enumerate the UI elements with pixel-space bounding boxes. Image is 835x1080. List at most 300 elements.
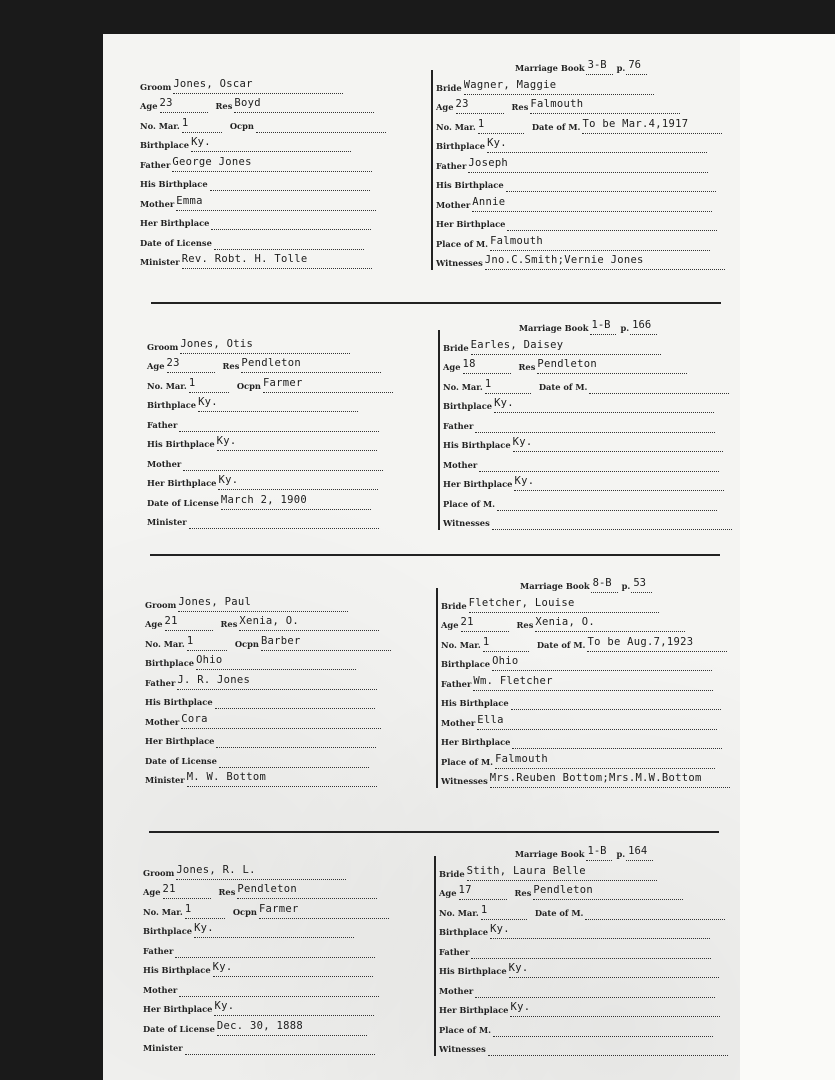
groom-column xyxy=(143,842,431,1055)
no-mar-label: No. Mar. xyxy=(147,380,187,391)
his-birthplace-label: His Birthplace xyxy=(436,180,504,190)
bride-row xyxy=(441,593,731,613)
column-divider xyxy=(434,856,436,1056)
record-separator xyxy=(149,831,719,833)
father-label: Father xyxy=(140,159,171,170)
groom-label: Groom xyxy=(147,341,179,352)
ocpn-value xyxy=(256,117,386,133)
groom-row xyxy=(140,94,428,114)
mother-label: Mother xyxy=(147,458,182,469)
bride-column xyxy=(441,574,731,788)
page-value: 76 xyxy=(626,59,647,75)
groom-row xyxy=(147,412,435,432)
groom-row xyxy=(147,432,435,452)
witnesses-label: Witnesses xyxy=(443,518,490,528)
her-birthplace-label: Her Birthplace xyxy=(439,1005,509,1015)
bride-row xyxy=(439,1037,729,1057)
bride-row xyxy=(441,613,731,633)
mother-label: Mother xyxy=(439,985,474,996)
res-label: Res xyxy=(215,101,233,111)
bride-value: Fletcher, Louise xyxy=(469,597,659,613)
marriage-book-label: Marriage Book xyxy=(520,581,590,591)
ocpn-value: Farmer xyxy=(259,903,389,919)
res-label: Res xyxy=(514,888,532,898)
his-birthplace-label: His Birthplace xyxy=(140,179,208,189)
bride-value: Earles, Daisey xyxy=(471,339,661,355)
record-separator xyxy=(151,302,721,304)
groom-row xyxy=(140,211,428,231)
father-label: Father xyxy=(145,677,176,688)
date-of-license-value: March 2, 1900 xyxy=(221,494,371,510)
age-value: 21 xyxy=(163,883,211,899)
no-mar-value: 1 xyxy=(483,636,529,652)
birthplace-value: Ohio xyxy=(492,655,712,671)
his-birthplace-label: His Birthplace xyxy=(143,965,211,975)
bride-row xyxy=(439,861,729,881)
his-birthplace-label: His Birthplace xyxy=(145,697,213,707)
age-label: Age xyxy=(436,102,454,112)
birthplace-label: Birthplace xyxy=(145,658,195,668)
marriage-book-row xyxy=(436,56,726,75)
no-mar-label: No. Mar. xyxy=(145,638,185,649)
bride-row xyxy=(441,710,731,730)
mother-label: Mother xyxy=(441,717,476,728)
minister-value xyxy=(185,1039,375,1055)
column-divider xyxy=(436,588,438,788)
res-label: Res xyxy=(222,361,240,371)
father-value: Wm. Fletcher xyxy=(473,675,713,691)
bride-label: Bride xyxy=(439,868,465,879)
father-value: George Jones xyxy=(172,156,372,172)
res-value: Boyd xyxy=(234,97,374,113)
bride-row xyxy=(441,652,731,672)
groom-label: Groom xyxy=(140,81,172,92)
age-value: 21 xyxy=(165,615,213,631)
father-value xyxy=(471,943,711,959)
place-of-m-value: Falmouth xyxy=(495,753,715,769)
bride-row xyxy=(439,959,729,979)
groom-row xyxy=(140,191,428,211)
bride-row xyxy=(441,769,731,789)
his-birthplace-value: Ky. xyxy=(217,435,377,451)
groom-row xyxy=(147,451,435,471)
res-value: Pendleton xyxy=(241,357,381,373)
groom-row xyxy=(145,729,433,749)
bride-row xyxy=(436,212,726,232)
groom-row xyxy=(140,250,428,270)
no-mar-value: 1 xyxy=(478,118,524,134)
father-label: Father xyxy=(143,945,174,956)
page-value: 53 xyxy=(631,577,652,593)
bride-value: Wagner, Maggie xyxy=(464,79,654,95)
marriage-book-value: 1-B xyxy=(586,845,613,861)
birthplace-label: Birthplace xyxy=(441,659,491,669)
mother-label: Mother xyxy=(436,199,471,210)
age-label: Age xyxy=(147,361,165,371)
no-mar-value: 1 xyxy=(187,635,227,651)
groom-column xyxy=(140,56,428,269)
father-value xyxy=(475,417,715,433)
page-value: 166 xyxy=(630,319,657,335)
father-label: Father xyxy=(439,946,470,957)
marriage-book-value: 3-B xyxy=(586,59,613,75)
place-of-m-value xyxy=(493,1021,713,1037)
groom-row xyxy=(143,938,431,958)
date-of-m-label: Date of M. xyxy=(538,381,588,392)
mother-value xyxy=(179,981,379,997)
bride-row xyxy=(439,939,729,959)
bride-row xyxy=(436,192,726,212)
groom-row xyxy=(140,172,428,192)
bride-row xyxy=(441,671,731,691)
groom-column xyxy=(145,574,433,787)
date-of-license-value xyxy=(219,752,369,768)
groom-value: Jones, Paul xyxy=(178,596,348,612)
record-separator xyxy=(150,554,720,556)
his-birthplace-value xyxy=(215,693,375,709)
birthplace-value: Ky. xyxy=(487,137,707,153)
marriage-book-row xyxy=(441,574,731,593)
column-divider xyxy=(438,330,440,530)
groom-row xyxy=(145,592,433,612)
bride-row xyxy=(436,251,726,271)
her-birthplace-value xyxy=(507,215,717,231)
age-value: 23 xyxy=(456,98,504,114)
page-label: p. xyxy=(621,581,631,591)
groom-row xyxy=(143,899,431,919)
father-value: Joseph xyxy=(468,157,708,173)
mother-label: Mother xyxy=(145,716,180,727)
date-of-license-label: Date of License xyxy=(143,1023,215,1034)
birthplace-label: Birthplace xyxy=(143,926,193,936)
groom-row xyxy=(147,471,435,491)
groom-row xyxy=(145,631,433,651)
marriage-book-label: Marriage Book xyxy=(514,849,585,859)
mother-value: Annie xyxy=(472,196,712,212)
age-value: 23 xyxy=(167,357,215,373)
bride-row xyxy=(439,998,729,1018)
no-mar-value: 1 xyxy=(481,904,527,920)
her-birthplace-label: Her Birthplace xyxy=(436,219,506,229)
her-birthplace-label: Her Birthplace xyxy=(145,736,215,746)
bride-row xyxy=(436,114,726,134)
birthplace-label: Birthplace xyxy=(436,141,486,151)
birthplace-label: Birthplace xyxy=(140,140,190,150)
groom-row xyxy=(147,354,435,374)
his-birthplace-value xyxy=(506,176,716,192)
her-birthplace-value: Ky. xyxy=(510,1001,720,1017)
no-mar-label: No. Mar. xyxy=(439,907,479,918)
her-birthplace-label: Her Birthplace xyxy=(147,478,217,488)
date-of-m-value: To be Mar.4,1917 xyxy=(582,118,722,134)
father-label: Father xyxy=(441,678,472,689)
groom-value: Jones, Otis xyxy=(180,338,350,354)
page-margin xyxy=(740,34,835,1080)
witnesses-value xyxy=(488,1040,728,1056)
mother-label: Mother xyxy=(143,984,178,995)
res-value: Pendleton xyxy=(533,884,683,900)
ocpn-label: Ocpn xyxy=(236,380,261,391)
birthplace-label: Birthplace xyxy=(439,927,489,937)
father-value: J. R. Jones xyxy=(177,674,377,690)
place-of-m-value xyxy=(497,495,717,511)
her-birthplace-value: Ky. xyxy=(514,475,724,491)
groom-row xyxy=(147,490,435,510)
res-label: Res xyxy=(218,887,236,897)
father-label: Father xyxy=(443,420,474,431)
father-label: Father xyxy=(436,160,467,171)
ocpn-label: Ocpn xyxy=(232,906,257,917)
bride-row xyxy=(441,632,731,652)
minister-label: Minister xyxy=(143,1043,183,1053)
place-of-m-label: Place of M. xyxy=(439,1024,492,1035)
birthplace-label: Birthplace xyxy=(147,400,197,410)
bride-row xyxy=(436,134,726,154)
groom-column xyxy=(147,316,435,529)
witnesses-label: Witnesses xyxy=(441,776,488,786)
her-birthplace-value: Ky. xyxy=(218,474,378,490)
his-birthplace-label: His Birthplace xyxy=(443,440,511,450)
groom-row xyxy=(147,373,435,393)
father-value xyxy=(175,942,375,958)
place-of-m-label: Place of M. xyxy=(441,756,494,767)
bride-label: Bride xyxy=(441,600,467,611)
ocpn-value: Farmer xyxy=(263,377,393,393)
no-mar-value: 1 xyxy=(485,378,531,394)
groom-row xyxy=(140,230,428,250)
no-mar-value: 1 xyxy=(182,117,222,133)
birthplace-value: Ky. xyxy=(494,397,714,413)
res-value: Falmouth xyxy=(530,98,680,114)
bride-row xyxy=(443,374,733,394)
his-birthplace-value: Ky. xyxy=(509,962,719,978)
his-birthplace-value: Ky. xyxy=(213,961,373,977)
minister-label: Minister xyxy=(147,517,187,527)
bride-row xyxy=(439,900,729,920)
bride-row xyxy=(443,491,733,511)
date-of-license-label: Date of License xyxy=(140,237,212,248)
witnesses-label: Witnesses xyxy=(436,258,483,268)
bride-row xyxy=(443,335,733,355)
groom-row xyxy=(143,977,431,997)
groom-row xyxy=(147,334,435,354)
her-birthplace-value xyxy=(512,733,722,749)
groom-row xyxy=(143,1036,431,1056)
place-of-m-value: Falmouth xyxy=(490,235,710,251)
age-label: Age xyxy=(443,362,461,372)
mother-value: Ella xyxy=(477,714,717,730)
date-of-license-label: Date of License xyxy=(147,497,219,508)
his-birthplace-value xyxy=(511,694,721,710)
mother-value: Emma xyxy=(176,195,376,211)
bride-row xyxy=(436,173,726,193)
groom-row xyxy=(143,919,431,939)
mother-value: Cora xyxy=(181,713,381,729)
bride-column xyxy=(436,56,726,270)
mother-value xyxy=(183,455,383,471)
groom-row xyxy=(143,958,431,978)
groom-row xyxy=(140,152,428,172)
his-birthplace-value xyxy=(210,175,370,191)
date-of-license-value xyxy=(214,234,364,250)
mother-label: Mother xyxy=(443,459,478,470)
bride-row xyxy=(443,394,733,414)
column-divider xyxy=(431,70,433,270)
birthplace-label: Birthplace xyxy=(443,401,493,411)
marriage-book-row xyxy=(443,316,733,335)
res-value: Pendleton xyxy=(237,883,377,899)
bride-row xyxy=(443,472,733,492)
groom-row xyxy=(140,133,428,153)
res-label: Res xyxy=(518,362,536,372)
groom-row xyxy=(143,1016,431,1036)
ocpn-value: Barber xyxy=(261,635,391,651)
birthplace-value: Ky. xyxy=(194,922,354,938)
groom-row xyxy=(145,612,433,632)
bride-column xyxy=(439,842,729,1056)
no-mar-label: No. Mar. xyxy=(436,121,476,132)
res-value: Pendleton xyxy=(537,358,687,374)
minister-value xyxy=(189,513,379,529)
date-of-m-value: To be Aug.7,1923 xyxy=(587,636,727,652)
res-value: Xenia, O. xyxy=(239,615,379,631)
bride-row xyxy=(439,920,729,940)
no-mar-label: No. Mar. xyxy=(143,906,183,917)
her-birthplace-label: Her Birthplace xyxy=(443,479,513,489)
witnesses-value: Mrs.Reuben Bottom;Mrs.M.W.Bottom xyxy=(490,772,730,788)
groom-row xyxy=(140,74,428,94)
bride-row xyxy=(436,153,726,173)
bride-row xyxy=(443,433,733,453)
no-mar-label: No. Mar. xyxy=(140,120,180,131)
father-value xyxy=(179,416,379,432)
groom-row xyxy=(145,709,433,729)
page-label: p. xyxy=(616,849,626,859)
groom-row xyxy=(145,670,433,690)
age-label: Age xyxy=(441,620,459,630)
bride-row xyxy=(439,978,729,998)
groom-label: Groom xyxy=(143,867,175,878)
no-mar-label: No. Mar. xyxy=(443,381,483,392)
groom-row xyxy=(147,393,435,413)
groom-row xyxy=(145,651,433,671)
her-birthplace-value xyxy=(216,732,376,748)
page-label: p. xyxy=(620,323,630,333)
her-birthplace-label: Her Birthplace xyxy=(140,218,210,228)
date-of-m-label: Date of M. xyxy=(534,907,584,918)
groom-row xyxy=(143,997,431,1017)
groom-row xyxy=(145,690,433,710)
father-label: Father xyxy=(147,419,178,430)
birthplace-value: Ky. xyxy=(490,923,710,939)
record-sheet xyxy=(103,34,740,1080)
his-birthplace-label: His Birthplace xyxy=(439,966,507,976)
his-birthplace-label: His Birthplace xyxy=(147,439,215,449)
bride-row xyxy=(443,511,733,531)
age-label: Age xyxy=(140,101,158,111)
age-label: Age xyxy=(143,887,161,897)
groom-row xyxy=(143,860,431,880)
groom-row xyxy=(145,768,433,788)
bride-row xyxy=(443,452,733,472)
age-value: 23 xyxy=(160,97,208,113)
minister-value: Rev. Robt. H. Tolle xyxy=(182,253,372,269)
her-birthplace-label: Her Birthplace xyxy=(441,737,511,747)
date-of-m-value xyxy=(589,378,729,394)
his-birthplace-value: Ky. xyxy=(513,436,723,452)
bride-row xyxy=(441,730,731,750)
witnesses-value xyxy=(492,514,732,530)
bride-row xyxy=(441,749,731,769)
bride-label: Bride xyxy=(436,82,462,93)
bride-row xyxy=(443,413,733,433)
date-of-m-label: Date of M. xyxy=(536,639,586,650)
date-of-license-value: Dec. 30, 1888 xyxy=(217,1020,367,1036)
groom-row xyxy=(147,510,435,530)
bride-row xyxy=(441,691,731,711)
ocpn-label: Ocpn xyxy=(234,638,259,649)
groom-label: Groom xyxy=(145,599,177,610)
mother-value xyxy=(475,982,715,998)
bride-row xyxy=(436,231,726,251)
marriage-book-value: 1-B xyxy=(590,319,617,335)
his-birthplace-label: His Birthplace xyxy=(441,698,509,708)
her-birthplace-value: Ky. xyxy=(214,1000,374,1016)
res-label: Res xyxy=(516,620,534,630)
age-label: Age xyxy=(439,888,457,898)
groom-row xyxy=(140,113,428,133)
marriage-book-value: 8-B xyxy=(591,577,618,593)
age-value: 21 xyxy=(461,616,509,632)
bride-row xyxy=(439,1017,729,1037)
ocpn-label: Ocpn xyxy=(229,120,254,131)
groom-value: Jones, R. L. xyxy=(176,864,346,880)
minister-value: M. W. Bottom xyxy=(187,771,377,787)
bride-row xyxy=(436,95,726,115)
no-mar-label: No. Mar. xyxy=(441,639,481,650)
bride-row xyxy=(436,75,726,95)
no-mar-value: 1 xyxy=(185,903,225,919)
birthplace-value: Ky. xyxy=(198,396,358,412)
res-label: Res xyxy=(220,619,238,629)
marriage-book-row xyxy=(439,842,729,861)
birthplace-value: Ky. xyxy=(191,136,351,152)
date-of-license-label: Date of License xyxy=(145,755,217,766)
page-label: p. xyxy=(616,63,626,73)
bride-column xyxy=(443,316,733,530)
birthplace-value: Ohio xyxy=(196,654,356,670)
bride-value: Stith, Laura Belle xyxy=(467,865,657,881)
age-label: Age xyxy=(145,619,163,629)
bride-row xyxy=(443,355,733,375)
place-of-m-label: Place of M. xyxy=(443,498,496,509)
marriage-book-label: Marriage Book xyxy=(515,63,585,73)
place-of-m-label: Place of M. xyxy=(436,238,489,249)
date-of-m-value xyxy=(585,904,725,920)
groom-row xyxy=(145,748,433,768)
groom-value: Jones, Oscar xyxy=(173,78,343,94)
bride-label: Bride xyxy=(443,342,469,353)
res-label: Res xyxy=(511,102,529,112)
no-mar-value: 1 xyxy=(189,377,229,393)
age-value: 18 xyxy=(463,358,511,374)
witnesses-value: Jno.C.Smith;Vernie Jones xyxy=(485,254,725,270)
mother-value xyxy=(479,456,719,472)
page-value: 164 xyxy=(626,845,653,861)
her-birthplace-label: Her Birthplace xyxy=(143,1004,213,1014)
date-of-m-label: Date of M. xyxy=(531,121,581,132)
marriage-book-label: Marriage Book xyxy=(518,323,589,333)
